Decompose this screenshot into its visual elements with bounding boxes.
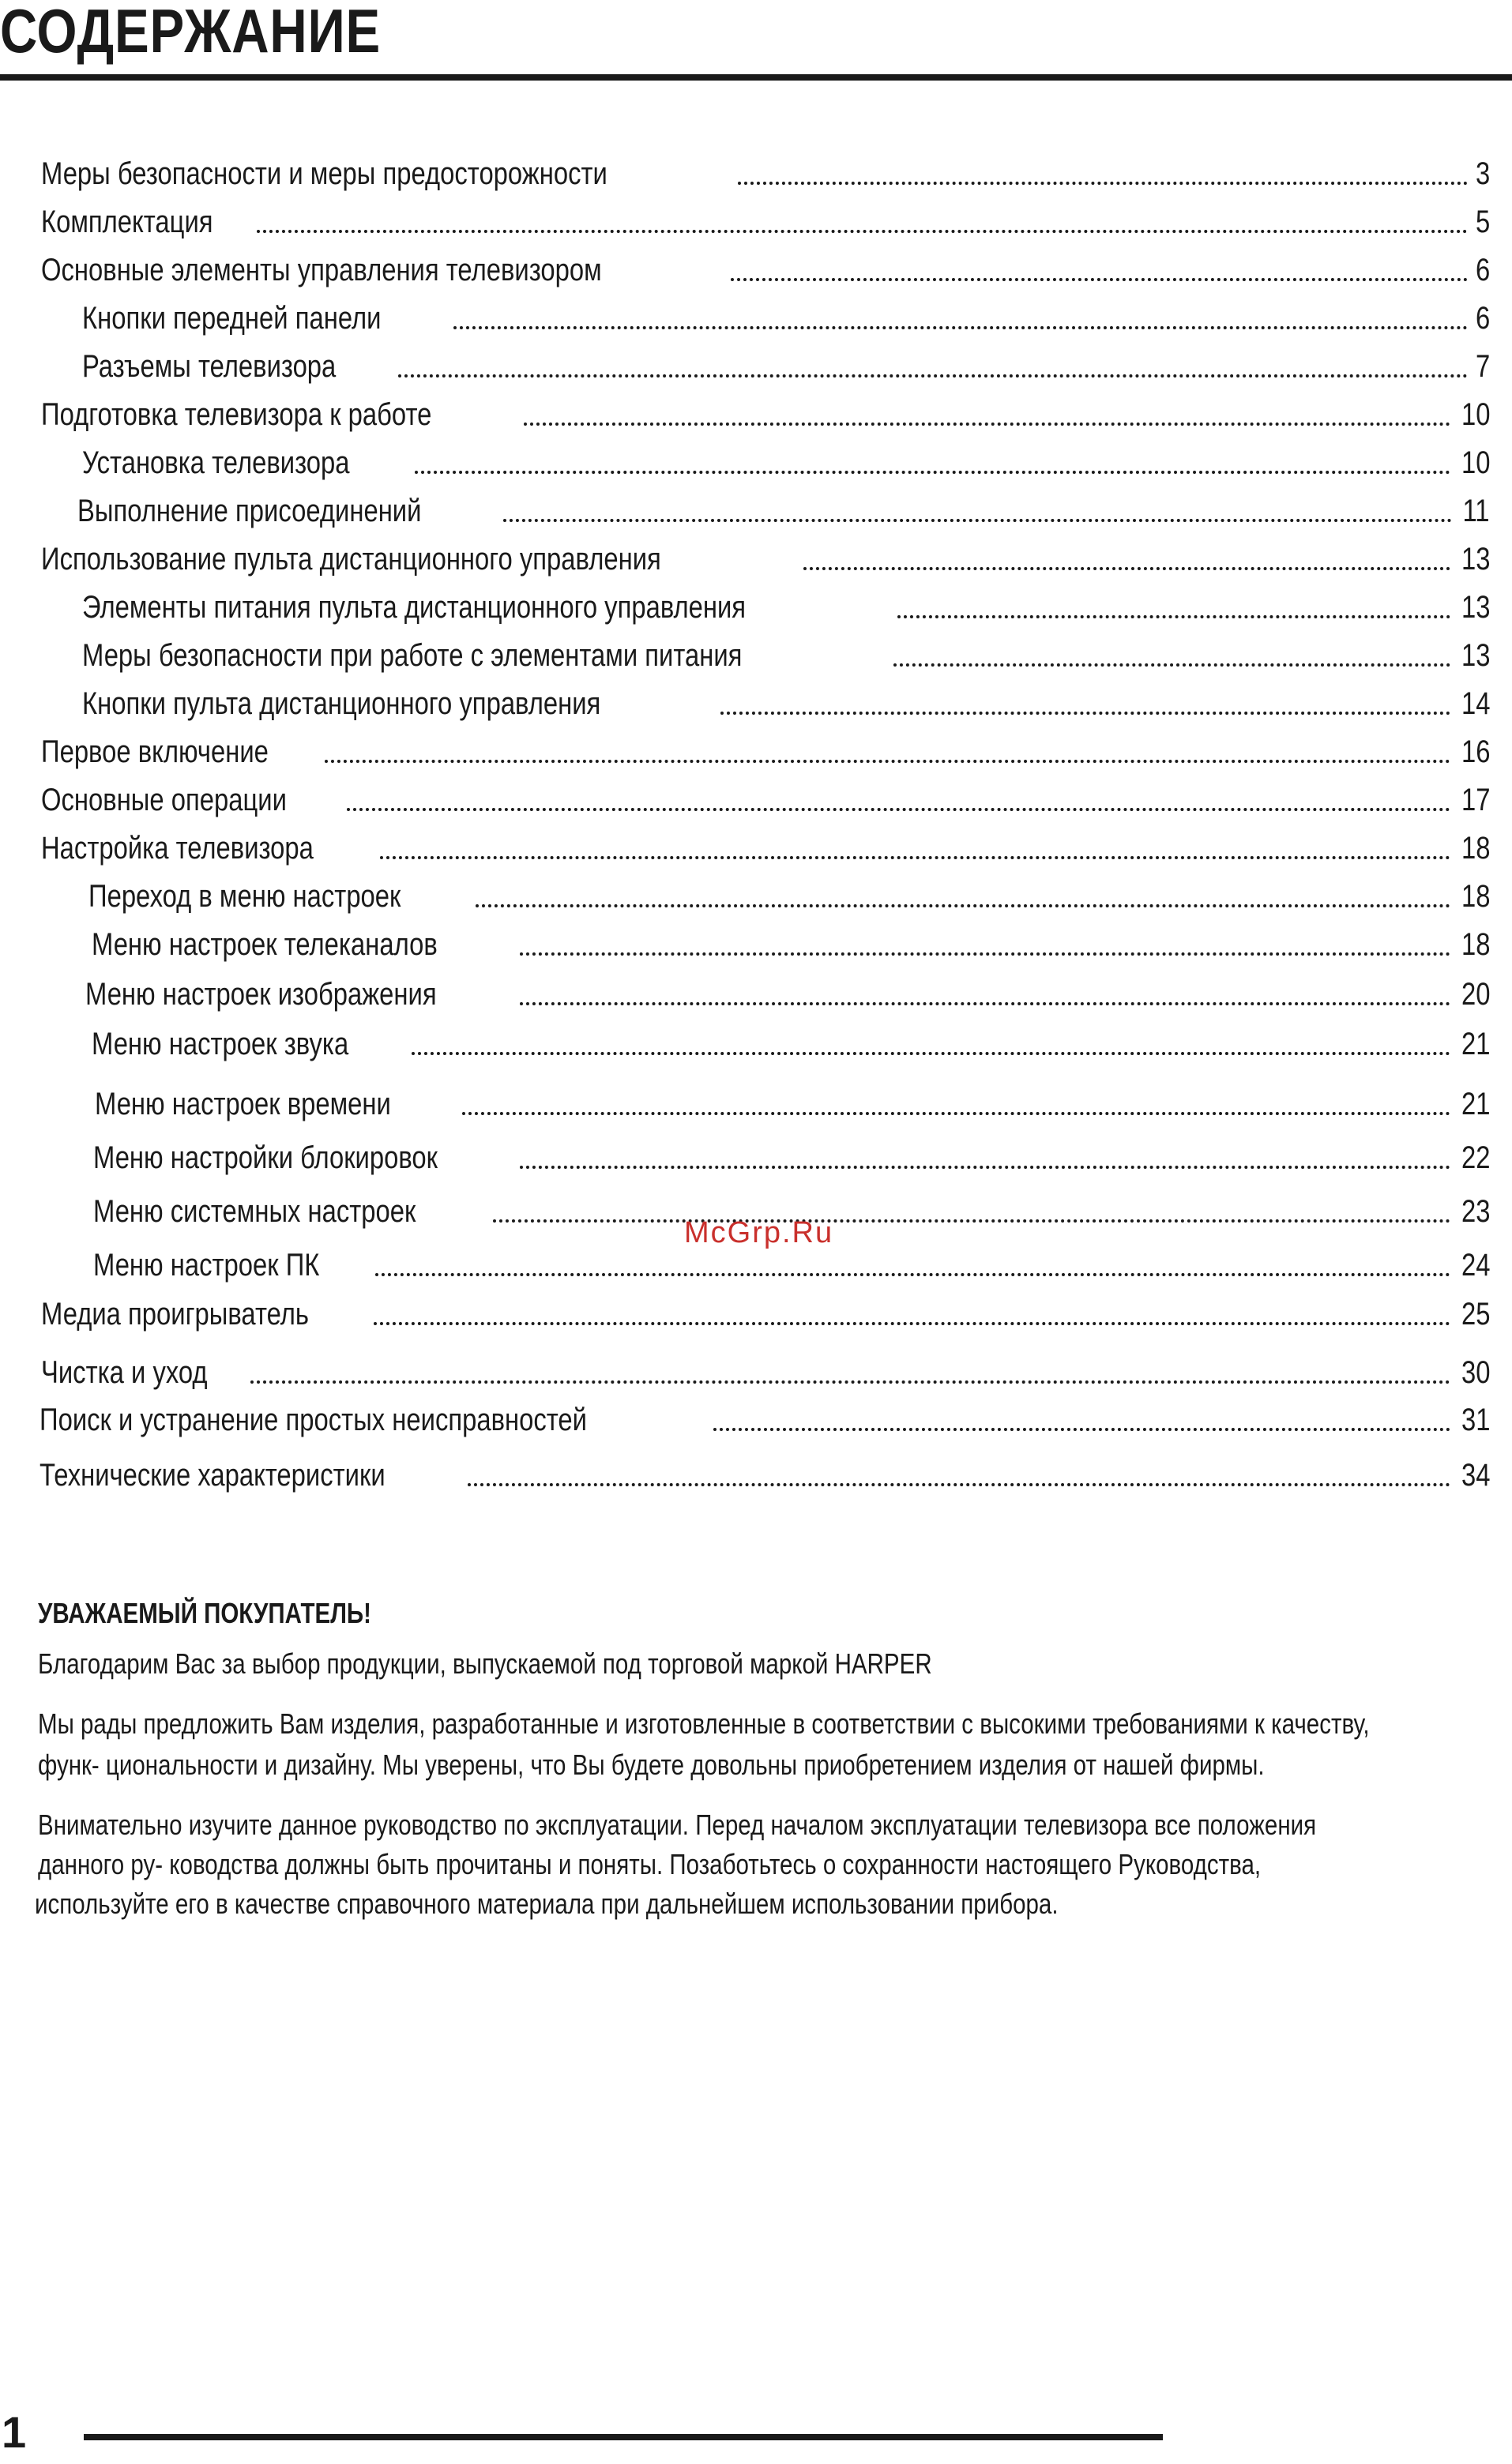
- intro-text-line: используйте его в качестве справочного материала при дальнейшем использовании прибора.: [35, 1887, 1059, 1920]
- page-title: СОДЕРЖАНИЕ: [0, 0, 382, 66]
- toc-entry-page: 3: [1475, 156, 1490, 191]
- toc-entry-label: Технические характеристики: [39, 1458, 386, 1493]
- toc-leader-dots: [731, 278, 1467, 281]
- intro-text-line: Мы рады предложить Вам изделия, разработанные и изготовленные в соответствии с высокими требованиями к качеству,: [38, 1707, 1370, 1740]
- toc-entry-label: Настройка телевизора: [41, 831, 314, 866]
- toc-entry-page: 31: [1461, 1403, 1490, 1437]
- toc-leader-dots: [453, 326, 1468, 329]
- toc-entry: [85, 975, 1490, 1013]
- toc-entry-page: 6: [1475, 253, 1490, 287]
- toc-entry-page: 18: [1461, 879, 1490, 914]
- toc-entry-label: Меню системных настроек: [93, 1194, 416, 1229]
- toc-leader-dots: [720, 712, 1450, 715]
- toc-leader-dots: [257, 230, 1467, 233]
- toc-entry-label: Переход в меню настроек: [88, 879, 401, 914]
- toc-entry: [41, 781, 1490, 819]
- toc-entry: [82, 685, 1490, 723]
- toc-entry: [95, 1085, 1490, 1123]
- toc-entry-page: 25: [1461, 1297, 1490, 1332]
- toc-leader-dots: [462, 1112, 1450, 1115]
- toc-entry-label: Комплектация: [41, 205, 213, 239]
- toc-leader-dots: [520, 952, 1450, 956]
- toc-leader-dots: [412, 1052, 1450, 1055]
- toc-entry: [92, 1025, 1490, 1063]
- toc-leader-dots: [893, 663, 1450, 667]
- toc-entry-page: 18: [1461, 831, 1490, 866]
- toc-entry: [93, 1246, 1490, 1284]
- toc-entry: [41, 396, 1490, 434]
- toc-entry: [41, 203, 1490, 241]
- toc-entry: [92, 926, 1490, 963]
- toc-entry-page: 30: [1461, 1355, 1490, 1390]
- toc-entry-label: Разъемы телевизора: [82, 349, 337, 384]
- toc-entry-page: 34: [1461, 1458, 1490, 1493]
- toc-entry-label: Меры безопасности при работе с элементами питания: [82, 638, 743, 673]
- toc-entry: [77, 492, 1490, 530]
- toc-entry: [41, 1354, 1490, 1392]
- intro-text-line: данного ру- ководства должны быть прочитаны и поняты. Позаботьтесь о сохранности настоящего Руководства,: [38, 1848, 1262, 1880]
- toc-entry: [82, 588, 1490, 626]
- toc-leader-dots: [398, 374, 1468, 377]
- toc-entry: [41, 829, 1490, 867]
- toc-entry-page: 6: [1475, 301, 1490, 336]
- toc-entry-label: Меню настройки блокировок: [93, 1140, 438, 1175]
- intro-heading: УВАЖАЕМЫЙ ПОКУПАТЕЛЬ!: [38, 1597, 371, 1629]
- toc-entry-page: 10: [1461, 397, 1490, 432]
- toc-entry-label: Поиск и устранение простых неисправностей: [39, 1403, 588, 1437]
- toc-entry: [93, 1139, 1490, 1177]
- toc-entry-label: Меню настроек звука: [92, 1027, 349, 1061]
- toc-leader-dots: [476, 904, 1450, 907]
- toc-leader-dots: [520, 1002, 1450, 1005]
- toc-entry-page: 13: [1461, 590, 1490, 625]
- toc-entry-page: 17: [1461, 783, 1490, 817]
- toc-leader-dots: [374, 1322, 1450, 1325]
- toc-entry-page: 20: [1461, 977, 1490, 1012]
- toc-entry: [39, 1456, 1490, 1494]
- toc-leader-dots: [493, 1219, 1450, 1223]
- toc-entry-label: Использование пульта дистанционного управления: [41, 542, 661, 577]
- toc-entry-page: 23: [1461, 1194, 1490, 1229]
- toc-leader-dots: [468, 1483, 1450, 1486]
- toc-entry-label: Меню настроек изображения: [85, 977, 437, 1012]
- toc-entry-label: Основные операции: [41, 783, 287, 817]
- toc-leader-dots: [520, 1166, 1450, 1169]
- title-divider: [0, 74, 1512, 81]
- toc-entry-label: Меню настроек телеканалов: [92, 927, 438, 962]
- toc-entry-label: Основные элементы управления телевизором: [41, 253, 602, 287]
- toc-entry-page: 11: [1462, 494, 1490, 528]
- toc-leader-dots: [375, 1273, 1450, 1276]
- intro-text-line: Внимательно изучите данное руководство по эксплуатации. Перед началом эксплуатации телевизора все положения: [38, 1809, 1317, 1841]
- toc-entry-label: Меню настроек ПК: [93, 1248, 320, 1283]
- watermark: McGrp.Ru: [684, 1216, 834, 1249]
- intro-text-line: функ- циональности и дизайну. Мы уверены, что Вы будете довольны приобретением изделия от нашей фирмы.: [38, 1748, 1265, 1781]
- toc-leader-dots: [325, 760, 1450, 763]
- toc-entry-page: 7: [1475, 349, 1490, 384]
- toc-leader-dots: [415, 471, 1450, 474]
- toc-entry: [41, 540, 1490, 578]
- toc-leader-dots: [524, 423, 1450, 426]
- page-number: 1: [2, 2407, 27, 2457]
- intro-text-line: Благодарим Вас за выбор продукции, выпускаемой под торговой маркой HARPER: [38, 1647, 932, 1680]
- toc-leader-dots: [503, 519, 1452, 522]
- toc-entry-label: Выполнение присоединений: [77, 494, 422, 528]
- toc-entry: [41, 733, 1490, 771]
- toc-entry-page: 18: [1461, 927, 1490, 962]
- toc-entry: [82, 444, 1490, 482]
- toc-entry-label: Кнопки передней панели: [82, 301, 382, 336]
- toc-leader-dots: [803, 567, 1450, 570]
- toc-entry-page: 13: [1461, 638, 1490, 673]
- toc-entry: [41, 1295, 1490, 1333]
- toc-leader-dots: [250, 1380, 1450, 1384]
- toc-entry: [39, 1401, 1490, 1439]
- toc-entry-label: Установка телевизора: [82, 445, 350, 480]
- toc-entry-page: 24: [1461, 1248, 1490, 1283]
- toc-entry: [88, 877, 1490, 915]
- toc-entry-label: Меры безопасности и меры предосторожности: [41, 156, 607, 191]
- toc-entry-label: Медиа проигрыватель: [41, 1297, 309, 1332]
- toc-entry: [82, 299, 1490, 337]
- toc-leader-dots: [380, 856, 1450, 859]
- toc-entry: [82, 347, 1490, 385]
- footer-divider: [84, 2434, 1163, 2440]
- toc-entry-page: 10: [1461, 445, 1490, 480]
- toc-entry-label: Чистка и уход: [41, 1355, 208, 1390]
- toc-entry: [41, 251, 1490, 289]
- toc-entry: [41, 155, 1490, 193]
- toc-leader-dots: [713, 1428, 1450, 1431]
- toc-entry-page: 22: [1461, 1140, 1490, 1175]
- toc-entry-page: 21: [1461, 1027, 1490, 1061]
- toc-leader-dots: [897, 615, 1450, 618]
- toc-entry: [82, 637, 1490, 674]
- toc-entry-label: Меню настроек времени: [95, 1087, 391, 1121]
- toc-entry-page: 5: [1475, 205, 1490, 239]
- toc-entry-page: 14: [1461, 686, 1490, 721]
- toc-entry-label: Первое включение: [41, 734, 269, 769]
- toc-entry-label: Кнопки пульта дистанционного управления: [82, 686, 601, 721]
- toc-leader-dots: [347, 808, 1450, 811]
- toc-entry-page: 21: [1461, 1087, 1490, 1121]
- toc-entry-label: Элементы питания пульта дистанционного управления: [82, 590, 747, 625]
- toc-entry-label: Подготовка телевизора к работе: [41, 397, 432, 432]
- toc-entry-page: 13: [1461, 542, 1490, 577]
- toc-leader-dots: [738, 182, 1468, 185]
- toc-entry-page: 16: [1461, 734, 1490, 769]
